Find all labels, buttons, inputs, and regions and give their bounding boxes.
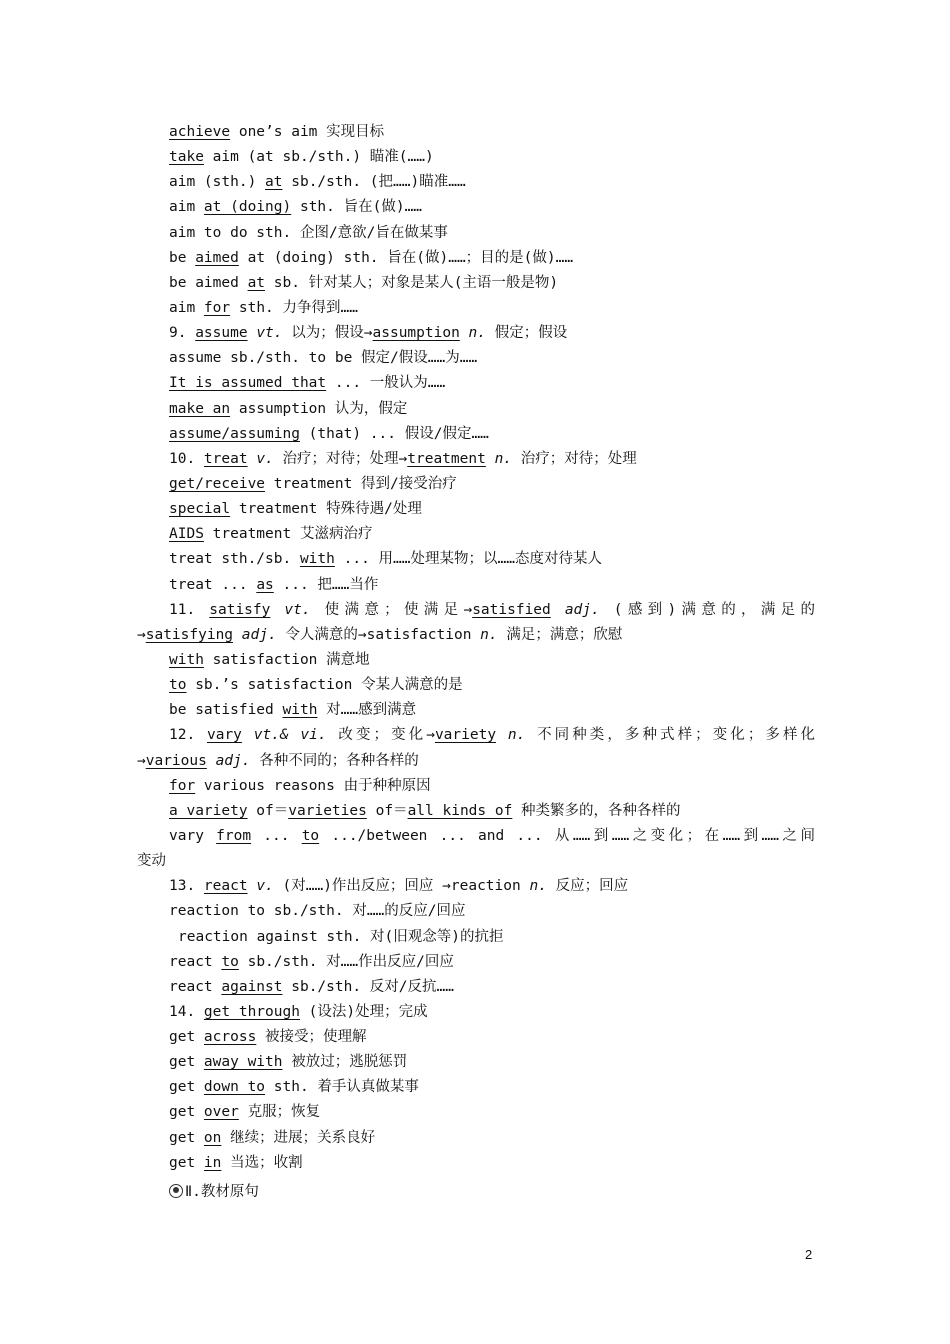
text-line bbox=[0, 547, 950, 572]
text-line bbox=[0, 799, 950, 824]
text-line bbox=[0, 673, 950, 698]
line-text: 满足；满意；欣慰 bbox=[497, 626, 623, 643]
text-line bbox=[0, 321, 950, 346]
text-line bbox=[0, 899, 950, 924]
text-line bbox=[0, 497, 950, 522]
line-text: ... bbox=[251, 827, 302, 844]
underlined-term: achieve bbox=[169, 124, 231, 140]
line-text: (that) ... 假设/假定…… bbox=[299, 425, 489, 442]
section-heading-text: Ⅱ.教材原句 bbox=[185, 1183, 259, 1200]
underlined-term: variety bbox=[434, 727, 497, 744]
underlined-term: in bbox=[203, 1154, 222, 1171]
line-text: reaction against sth. 对(旧观念等)的抗拒 bbox=[178, 928, 504, 945]
text-line bbox=[0, 422, 950, 447]
text-line bbox=[0, 774, 950, 799]
line-text: be satisfied bbox=[169, 702, 283, 719]
line-text: assume sb./sth. to be 假定/假设……为…… bbox=[169, 350, 478, 367]
line-text: 12. bbox=[169, 727, 207, 744]
text-line bbox=[0, 623, 950, 648]
underlined-term: assumption bbox=[372, 325, 460, 342]
line-text: 令人满意的→satisfaction bbox=[276, 626, 481, 643]
line-text: one’s aim 实现目标 bbox=[230, 124, 385, 140]
underlined-term: a variety bbox=[169, 802, 248, 819]
underlined-term: at bbox=[265, 174, 283, 191]
underlined-term: with bbox=[169, 651, 204, 668]
line-text: at (doing) sth. 旨在(做)……；目的是(做)…… bbox=[238, 249, 574, 266]
text-line bbox=[0, 447, 950, 472]
line-text: 假定；假设 bbox=[486, 325, 568, 342]
line-text: aim bbox=[169, 299, 204, 316]
text-line bbox=[0, 371, 950, 396]
underlined-term: at bbox=[247, 274, 266, 291]
underlined-term: over bbox=[203, 1104, 239, 1121]
line-text: aim (sth.) bbox=[169, 174, 266, 191]
underlined-term: satisfy bbox=[209, 601, 271, 618]
underlined-term: AIDS bbox=[169, 526, 204, 543]
text-line bbox=[0, 296, 950, 321]
text-line bbox=[0, 195, 950, 220]
line-text: 11. bbox=[169, 601, 210, 618]
line-text bbox=[460, 325, 469, 341]
line-text: treat sth./sb. bbox=[169, 551, 300, 568]
text-line bbox=[0, 246, 950, 271]
underlined-term: away with bbox=[203, 1054, 283, 1071]
line-text: of＝ bbox=[366, 802, 408, 819]
underlined-term: down to bbox=[203, 1079, 266, 1096]
underlined-term: vary bbox=[206, 727, 242, 744]
line-text: (设法)处理；完成 bbox=[299, 1003, 428, 1020]
line-text: get bbox=[169, 1129, 204, 1146]
text-line bbox=[0, 1050, 950, 1075]
text-line bbox=[0, 1126, 950, 1151]
underlined-term: to bbox=[301, 827, 320, 844]
line-text: sb.’s satisfaction 令某人满意的是 bbox=[186, 677, 463, 694]
line-text bbox=[233, 627, 242, 643]
line-text: assumption 认为，假定 bbox=[230, 400, 408, 417]
text-line bbox=[0, 723, 815, 748]
line-text: 继续；进展；关系良好 bbox=[221, 1129, 376, 1146]
text-line bbox=[0, 1100, 950, 1125]
underlined-term: It is assumed that bbox=[169, 375, 327, 392]
underlined-term: varieties bbox=[288, 802, 367, 819]
line-text: be aimed bbox=[169, 274, 248, 291]
line-text: v. bbox=[256, 878, 274, 895]
text-line bbox=[0, 1025, 950, 1050]
line-text: treatment 得到/接受治疗 bbox=[265, 475, 457, 492]
underlined-term: special bbox=[169, 501, 231, 518]
line-text: n. bbox=[494, 450, 513, 467]
line-text: v. bbox=[256, 450, 274, 467]
text-line bbox=[0, 271, 950, 296]
line-text: ... 用……处理某物；以……态度对待某人 bbox=[334, 551, 602, 568]
line-text bbox=[486, 451, 495, 467]
text-line bbox=[0, 1151, 950, 1176]
line-text: aim (at sb./sth.) 瞄准(……) bbox=[203, 149, 434, 166]
text-line bbox=[0, 573, 950, 598]
line-text: treat ... bbox=[169, 576, 257, 593]
line-text: 10. bbox=[169, 450, 204, 467]
line-text: 以为；假设→ bbox=[282, 325, 373, 342]
line-text: n. bbox=[529, 878, 547, 895]
line-text: various reasons 由于种种原因 bbox=[195, 777, 431, 794]
line-text: vary bbox=[169, 827, 217, 844]
line-text: sb./sth. 反对/反抗…… bbox=[282, 978, 454, 995]
text-line bbox=[0, 698, 950, 723]
line-text: ... 把……当作 bbox=[273, 576, 379, 593]
line-text: → bbox=[137, 752, 146, 769]
line-text: 治疗；对待；处理→ bbox=[273, 450, 408, 467]
underlined-term: against bbox=[221, 978, 283, 995]
line-text: get bbox=[169, 1029, 204, 1046]
line-text bbox=[551, 602, 565, 618]
text-line bbox=[0, 950, 950, 975]
line-text: vt. bbox=[256, 325, 283, 342]
text-line bbox=[0, 120, 950, 145]
underlined-term: with bbox=[299, 551, 335, 568]
text-line bbox=[0, 648, 950, 673]
line-text bbox=[242, 727, 254, 743]
line-text: ... 一般认为…… bbox=[326, 375, 446, 392]
line-text: 被接受；使理解 bbox=[256, 1029, 367, 1046]
section-heading bbox=[0, 1178, 950, 1206]
line-text: aim bbox=[169, 199, 204, 216]
line-text: n. bbox=[507, 727, 526, 744]
underlined-term: get through bbox=[203, 1003, 300, 1020]
line-text: treatment 特殊待遇/处理 bbox=[230, 501, 422, 518]
underlined-term: various bbox=[145, 752, 207, 769]
text-line bbox=[0, 849, 950, 874]
vocabulary-list bbox=[0, 120, 950, 1206]
text-line bbox=[0, 749, 950, 774]
line-text: 对……感到满意 bbox=[317, 702, 417, 719]
underlined-term: as bbox=[256, 576, 274, 593]
line-text: 使满意；使满足→ bbox=[310, 601, 473, 618]
text-line bbox=[0, 170, 950, 195]
text-line bbox=[0, 145, 950, 170]
underlined-term: at (doing) bbox=[203, 199, 292, 216]
line-text: 当选；收割 bbox=[221, 1154, 303, 1171]
line-text: be bbox=[169, 249, 196, 266]
line-text: adj. bbox=[215, 752, 251, 769]
line-text: aim to do sth. 企图/意欲/旨在做某事 bbox=[169, 224, 448, 241]
underlined-term: to bbox=[169, 677, 187, 694]
line-text: get bbox=[169, 1104, 204, 1121]
line-text: of＝ bbox=[247, 802, 289, 819]
underlined-term: make an bbox=[169, 400, 231, 417]
underlined-term: with bbox=[282, 702, 318, 719]
line-text: 被放过；逃脱惩罚 bbox=[282, 1054, 408, 1071]
line-text: .../between ... and ... 从……到……之变化；在……到……之间 bbox=[319, 827, 815, 844]
underlined-term: aimed bbox=[195, 249, 239, 266]
line-text: 不同种类，多种式样；变化；多样化 bbox=[525, 727, 816, 744]
text-line bbox=[0, 1075, 950, 1100]
underlined-term: to bbox=[221, 953, 239, 970]
radio-circle-icon bbox=[169, 1184, 183, 1198]
underlined-term: satisfying bbox=[145, 626, 234, 643]
line-text: n. bbox=[468, 325, 487, 342]
text-line bbox=[0, 598, 815, 623]
line-text: get bbox=[169, 1079, 204, 1096]
line-text: 14. bbox=[169, 1003, 204, 1020]
text-line bbox=[0, 397, 950, 422]
underlined-term: react bbox=[203, 878, 248, 895]
line-text: sth. 力争得到…… bbox=[230, 299, 358, 316]
text-line bbox=[0, 221, 950, 246]
line-text: 变动 bbox=[137, 853, 166, 870]
text-line bbox=[0, 925, 950, 950]
line-text: sb./sth. (把……)瞄准…… bbox=[282, 174, 466, 191]
line-text bbox=[496, 727, 508, 743]
line-text: adj. bbox=[241, 626, 277, 643]
text-line bbox=[0, 975, 950, 1000]
underlined-term: on bbox=[203, 1129, 222, 1146]
underlined-term: across bbox=[203, 1029, 257, 1046]
line-text: (感到)满意的，满足的 bbox=[599, 601, 816, 618]
line-text bbox=[248, 451, 257, 467]
line-text: sb. 针对某人；对象是某人(主语一般是物) bbox=[265, 274, 559, 291]
line-text: adj. bbox=[564, 601, 600, 618]
line-text bbox=[248, 878, 257, 894]
text-line bbox=[0, 824, 815, 849]
underlined-term: assume bbox=[195, 325, 248, 342]
line-text: 治疗；对待；处理 bbox=[512, 450, 637, 467]
text-line bbox=[0, 472, 950, 497]
underlined-term: get/receive bbox=[169, 475, 266, 492]
line-text: sb./sth. 对……作出反应/回应 bbox=[238, 953, 454, 970]
underlined-term: assume/assuming bbox=[169, 425, 300, 442]
line-text: (对……)作出反应；回应 →reaction bbox=[273, 878, 530, 895]
line-text: get bbox=[169, 1054, 204, 1071]
line-text: 反应；回应 bbox=[546, 878, 629, 895]
line-text: treatment 艾滋病治疗 bbox=[203, 526, 373, 543]
line-text: sth. 旨在(做)…… bbox=[291, 199, 423, 216]
line-text: 克服；恢复 bbox=[238, 1104, 321, 1121]
text-line bbox=[0, 346, 950, 371]
line-text: react bbox=[169, 953, 222, 970]
line-text: n. bbox=[480, 626, 498, 643]
underlined-term: satisfied bbox=[472, 601, 551, 618]
line-text: 9. bbox=[169, 325, 196, 342]
underlined-term: treat bbox=[203, 450, 248, 467]
underlined-term: from bbox=[216, 827, 252, 844]
line-text: vt.& vi. bbox=[253, 727, 327, 744]
line-text: 13. bbox=[169, 878, 204, 895]
underlined-term: all kinds of bbox=[407, 802, 513, 819]
line-text bbox=[270, 602, 284, 618]
line-text: reaction to sb./sth. 对……的反应/回应 bbox=[169, 903, 466, 920]
text-line bbox=[0, 1000, 950, 1025]
line-text: 各种不同的；各种各样的 bbox=[250, 752, 419, 769]
text-line bbox=[0, 874, 950, 899]
underlined-term: for bbox=[203, 299, 231, 316]
line-text: satisfaction 满意地 bbox=[203, 651, 370, 668]
underlined-term: for bbox=[169, 777, 196, 794]
underlined-term: take bbox=[169, 149, 204, 166]
underlined-term: treatment bbox=[407, 450, 486, 467]
line-text bbox=[207, 753, 216, 769]
line-text: 改变；变化→ bbox=[326, 727, 435, 744]
line-text: 种类繁多的，各种各样的 bbox=[512, 802, 681, 819]
line-text: sth. 着手认真做某事 bbox=[265, 1079, 419, 1096]
line-text: react bbox=[169, 978, 222, 995]
line-text: → bbox=[137, 626, 146, 643]
text-line bbox=[0, 522, 950, 547]
line-text: get bbox=[169, 1154, 204, 1171]
line-text: vt. bbox=[284, 601, 311, 618]
page-number: 2 bbox=[805, 1247, 813, 1262]
